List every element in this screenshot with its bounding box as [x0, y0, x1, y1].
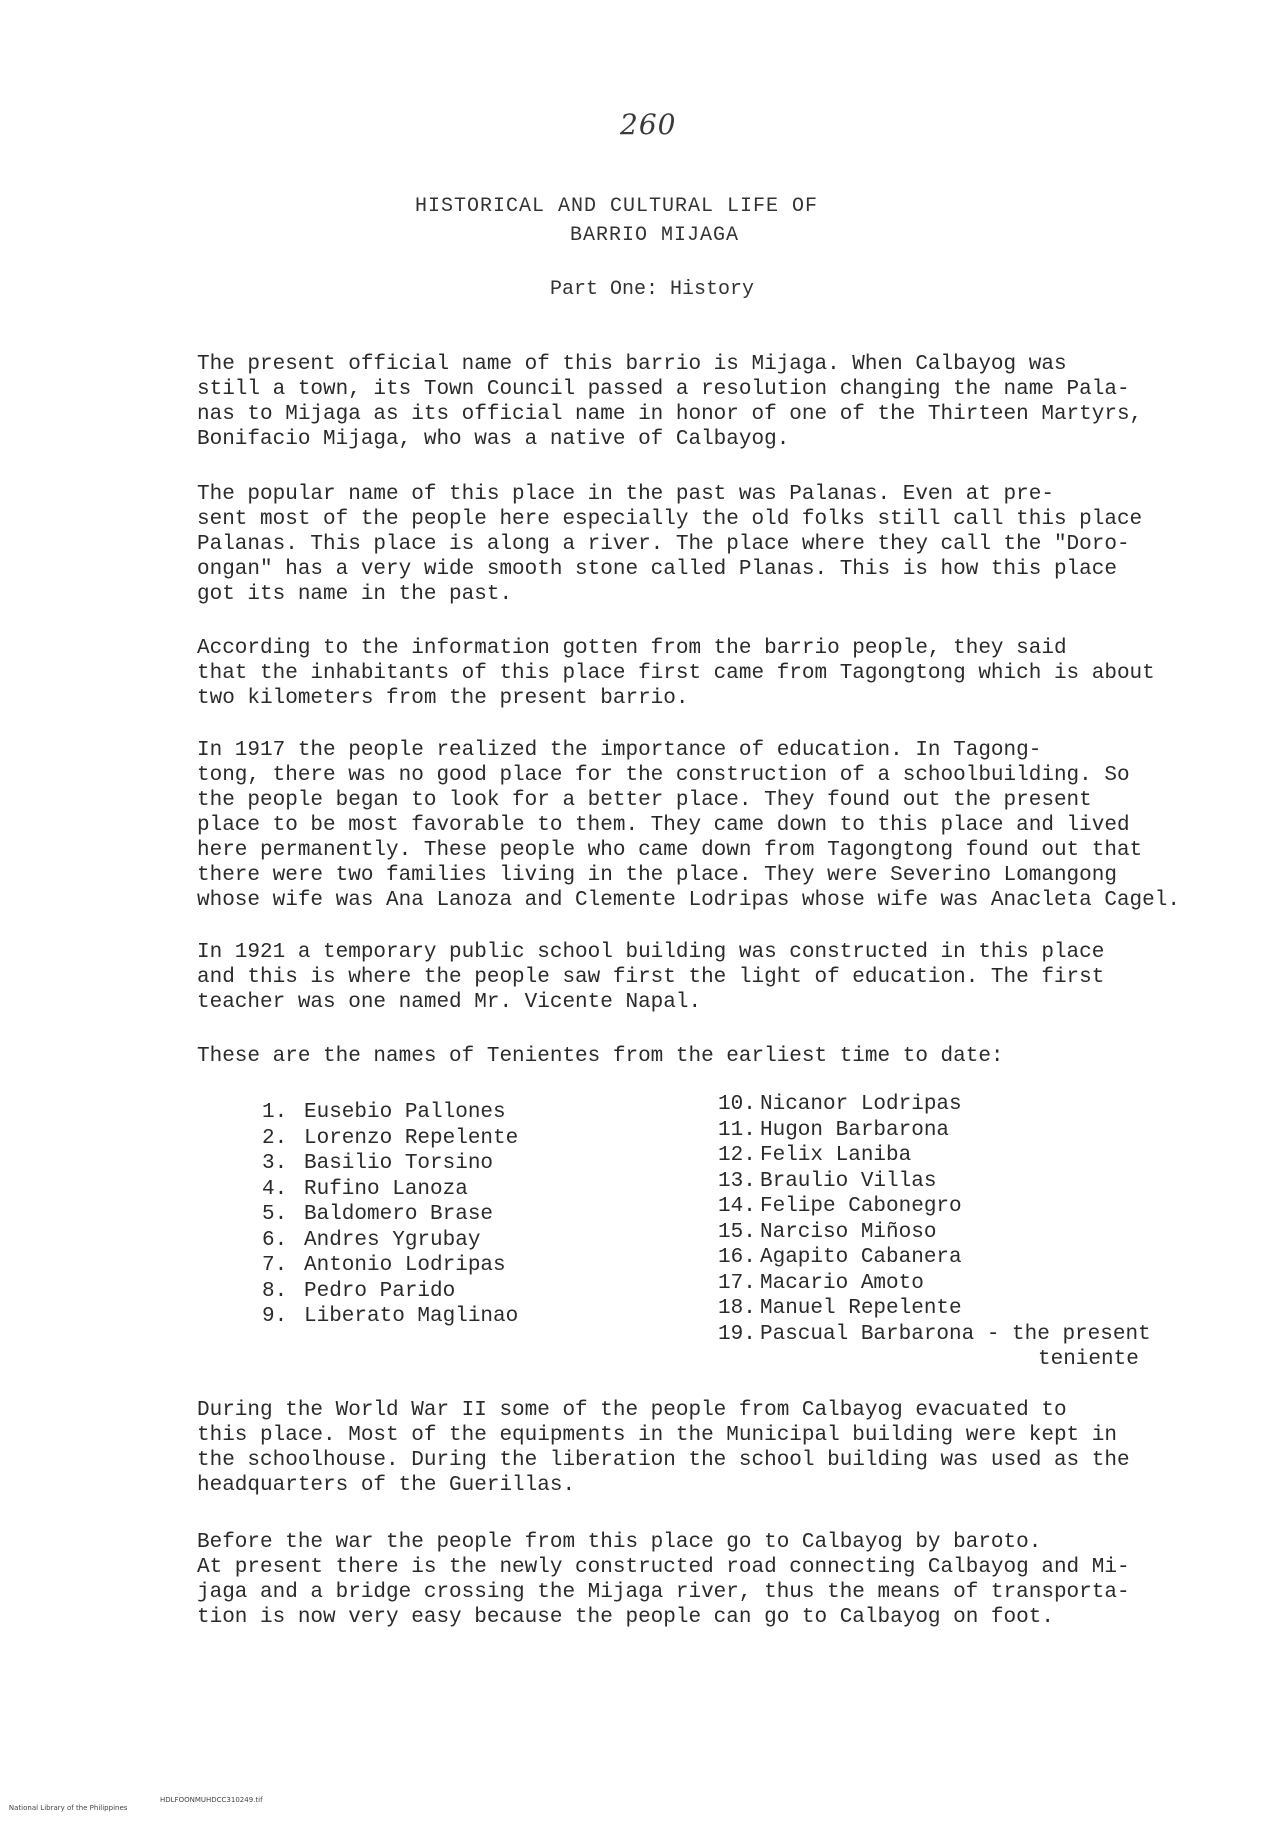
- list-item-name: Antonio Lodripas: [304, 1254, 506, 1277]
- list-item-number: 6.: [262, 1228, 288, 1252]
- paragraph-education-1917: In 1917 the people realized the importance of education. In Tagong- tong, there was no good place for the construction of a schoolbuilding. So the people began to look for a better place. They found out the present place to be most favorable to them. They came down to this place and lived here permanently. These people who came down from Tagongtong found out that there were two families living in the place. They were Severino Lomangong whose wife was Ana Lanoza and Clemente Lodripas whose wife was Anacleta Cagel.: [197, 739, 1180, 912]
- paragraph-official-name: The present official name of this barrio is Mijaga. When Calbayog was still a town, its Town Council passed a resolution changing the name Pala- nas to Mijaga as its official name in honor of one of the Thirteen Martyrs, Bonifacio Mijaga, who was a native of Calbayog.: [197, 353, 1143, 451]
- section-subtitle: Part One: History: [550, 278, 755, 301]
- list-item-name: Agapito Cabanera: [760, 1246, 962, 1269]
- list-item-name: Nicanor Lodripas: [760, 1093, 962, 1116]
- scan-footer: [0, 1796, 263, 1828]
- list-item-number: 3.: [262, 1152, 288, 1175]
- list-item-number: 9.: [262, 1305, 288, 1328]
- document-title-line-2: BARRIO MIJAGA: [570, 224, 740, 247]
- list-item: [718, 1143, 1198, 1169]
- list-item-name: Lorenzo Repelente: [304, 1126, 519, 1150]
- list-item-name: Andres Ygrubay: [304, 1228, 481, 1252]
- list-item: [262, 1253, 682, 1279]
- paragraph-transportation: Before the war the people from this place go to Calbayog by baroto. At present there is the newly constructed road connecting Calbayog and Mi- jaga and a bridge crossing the Mijaga river, thus the means of transporta- tion is now very easy because the people can go to Calbayog on foot.: [197, 1531, 1130, 1629]
- list-item-name: Pedro Parido: [304, 1279, 456, 1303]
- list-item-name: Basilio Torsino: [304, 1152, 494, 1175]
- list-item-number: 1.: [262, 1101, 288, 1124]
- list-item-number: 14.: [718, 1195, 756, 1218]
- list-item-number: 5.: [262, 1203, 288, 1226]
- list-item-name: Macario Amoto: [760, 1271, 924, 1295]
- list-item-continuation: teniente: [1038, 1348, 1139, 1371]
- list-item: [718, 1118, 1198, 1144]
- list-item: [262, 1151, 682, 1177]
- list-item: [262, 1177, 682, 1203]
- list-item-number: 4.: [262, 1177, 288, 1201]
- list-item: [262, 1126, 682, 1152]
- list-item: [718, 1271, 1198, 1297]
- list-item-name: Pascual Barbarona - the present: [760, 1322, 1151, 1346]
- list-item-name: Hugon Barbarona: [760, 1118, 950, 1142]
- list-item-name: Felix Laniba: [760, 1144, 912, 1167]
- footer-library-name: National Library of the Philippines: [8, 1804, 128, 1812]
- list-item: [262, 1279, 682, 1305]
- list-item-name: Narciso Miñoso: [760, 1220, 937, 1244]
- list-item-number: 19.: [718, 1322, 756, 1346]
- list-item: [718, 1245, 1198, 1271]
- list-item: [718, 1169, 1198, 1195]
- list-item-number: 7.: [262, 1254, 288, 1277]
- list-item-number: 2.: [262, 1126, 288, 1150]
- list-item-name: Baldomero Brase: [304, 1203, 494, 1226]
- list-item-number: 18.: [718, 1297, 756, 1320]
- list-item-number: 17.: [718, 1271, 756, 1295]
- list-item: [262, 1304, 682, 1330]
- list-item: [718, 1220, 1198, 1246]
- list-item: [718, 1296, 1198, 1322]
- tenientes-list-right: [718, 1092, 1198, 1373]
- paragraph-inhabitants-origin: According to the information gotten from the barrio people, they said that the inhabitants of this place first came from Tagongtong which is about two kilometers from the present barrio.: [197, 637, 1155, 710]
- list-item-number: 10.: [718, 1093, 756, 1116]
- list-item-name: Felipe Cabonegro: [760, 1195, 962, 1218]
- paragraph-tenientes-intro: These are the names of Tenientes from the earliest time to date:: [197, 1045, 1004, 1068]
- list-item-number: 16.: [718, 1246, 756, 1269]
- paragraph-school-1921: In 1921 a temporary public school building was constructed in this place and this is where the people saw first the light of education. The first teacher was one named Mr. Vicente Napal.: [197, 941, 1105, 1014]
- list-item-number: 13.: [718, 1169, 756, 1193]
- list-item-name: Eusebio Pallones: [304, 1101, 506, 1124]
- list-item: [262, 1228, 682, 1254]
- list-item-number: 12.: [718, 1144, 756, 1167]
- list-item-number: 15.: [718, 1220, 756, 1244]
- list-item-number: 11.: [718, 1118, 756, 1142]
- list-item: [262, 1100, 682, 1126]
- list-item: [718, 1092, 1198, 1118]
- list-item-name: Rufino Lanoza: [304, 1177, 468, 1201]
- list-item-name: Liberato Maglinao: [304, 1305, 519, 1328]
- list-item: [262, 1202, 682, 1228]
- document-title-line-1: HISTORICAL AND CULTURAL LIFE OF: [415, 195, 819, 218]
- list-item-name: Braulio Villas: [760, 1169, 937, 1193]
- paragraph-popular-name: The popular name of this place in the past was Palanas. Even at pre- sent most of the people here especially the old folks still call this place Palanas. This place is along a river. The place where they call the "Doro- ongan" has a very wide smooth stone called Planas. This is how this place got its name in the past.: [197, 483, 1143, 606]
- paragraph-world-war-ii: During the World War II some of the people from Calbayog evacuated to this place. Most of the equipments in the Municipal building were kept in the schoolhouse. During the liberation the school building was used as the headquarters of the Guerillas.: [197, 1399, 1130, 1497]
- footer-file-name: HDLFOONMUHDCC310249.tif: [160, 1796, 263, 1804]
- list-item-name: Manuel Repelente: [760, 1297, 962, 1320]
- list-item-number: 8.: [262, 1279, 288, 1303]
- page-number: 260: [620, 108, 677, 141]
- list-item: [718, 1322, 1198, 1373]
- list-item: [718, 1194, 1198, 1220]
- tenientes-list-left: [262, 1100, 682, 1330]
